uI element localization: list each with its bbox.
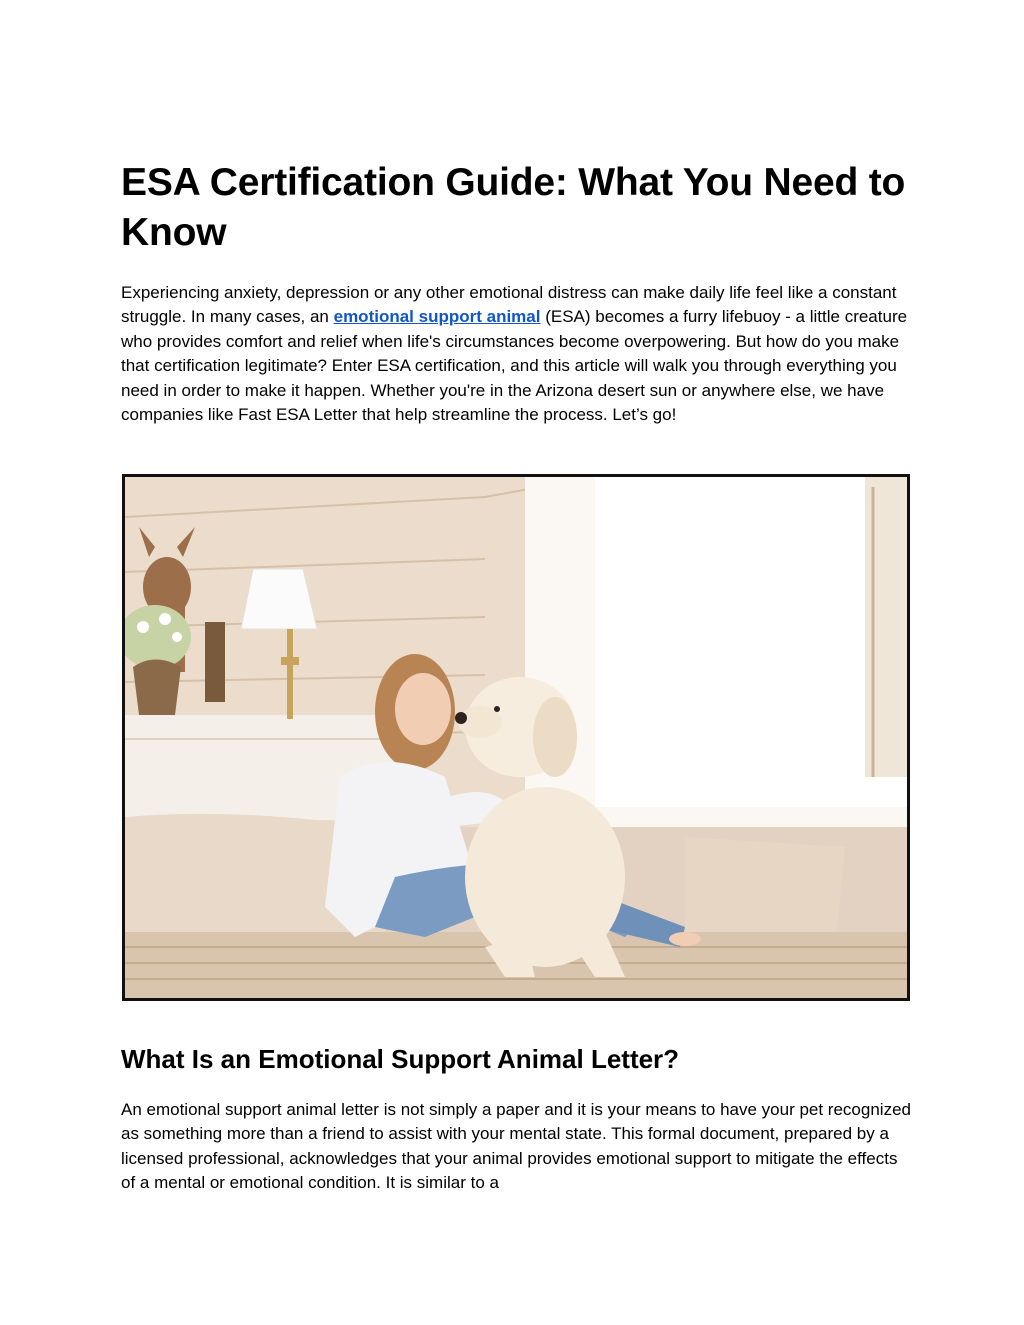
article-title: ESA Certification Guide: What You Need to Know <box>121 161 906 254</box>
section-paragraph: An emotional support animal letter is not simply a paper and it is your means to have your pet recognized as something more than a friend to assist with your mental state. This formal document, prepared by a licensed professional, acknowledges that your animal provides emotional support to mitigate the effects of a mental or emotional condition. It is similar to a <box>121 1100 911 1193</box>
woman-with-dog-photo <box>125 477 907 998</box>
intro-text-after-link: (ESA) becomes a furry lifebuoy - a little creature who provides comfort and relief when life's circumstances become overpowering. But how do you make that certification legitimate? Enter ESA certification, and this article will walk you through everything you need in order to make it happen. Whether you're in the Arizona desert sun or anywhere else, we have companies like Fast ESA Letter that help streamline the process. Let’s go! <box>121 307 908 425</box>
section-heading: What Is an Emotional Support Animal Letter? <box>121 1044 680 1074</box>
article-photo <box>122 474 910 1001</box>
intro-paragraph <box>121 281 911 427</box>
intro-text-before-link: Experiencing anxiety, depression or any other emotional distress can make daily life feel like a constant struggle. In many cases, an <box>121 283 897 327</box>
emotional-support-animal-link[interactable]: emotional support animal <box>333 307 541 327</box>
